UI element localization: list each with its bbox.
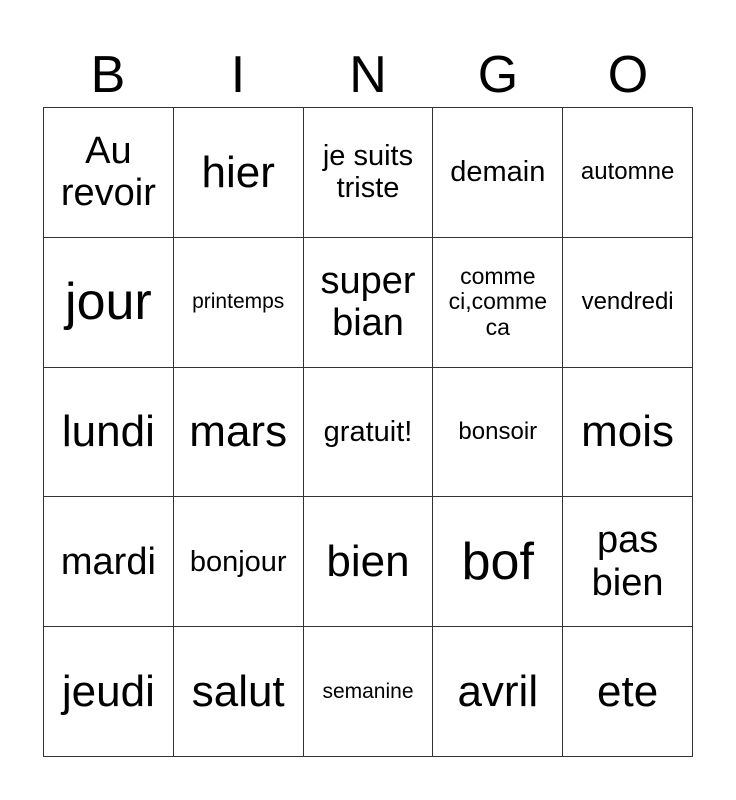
cell-text: ete <box>597 666 659 716</box>
cell-text: hier <box>201 147 275 197</box>
bingo-cell[interactable] <box>563 497 693 627</box>
bingo-cell[interactable] <box>304 108 434 238</box>
cell-text: avril <box>457 666 539 716</box>
cell-text: bonsoir <box>458 417 538 445</box>
cell-text: gratuit! <box>323 415 413 448</box>
bingo-cell[interactable] <box>174 368 304 498</box>
bingo-cell[interactable] <box>433 497 563 627</box>
bingo-cell[interactable] <box>563 368 693 498</box>
bingo-grid <box>43 107 693 757</box>
header-letter-i: I <box>230 46 246 104</box>
cell-text: comme ci,comme ca <box>448 262 547 341</box>
bingo-cell[interactable] <box>174 238 304 368</box>
bingo-cell[interactable] <box>304 627 434 757</box>
cell-text: bof <box>461 532 534 591</box>
header-letter-o: O <box>607 46 649 104</box>
cell-text: demain <box>450 156 546 189</box>
bingo-cell[interactable] <box>433 368 563 498</box>
cell-text: super bian <box>320 259 416 345</box>
cell-text: jour <box>65 273 152 332</box>
header-letter-n: N <box>349 46 387 104</box>
cell-text: mardi <box>60 540 156 583</box>
bingo-cell[interactable] <box>304 368 434 498</box>
bingo-cell[interactable] <box>563 238 693 368</box>
cell-text: bonjour <box>189 545 287 578</box>
cell-text: bien <box>326 537 410 587</box>
cell-text: mois <box>581 407 675 457</box>
bingo-cell[interactable] <box>304 497 434 627</box>
header-letter-g: G <box>477 46 519 104</box>
bingo-cell[interactable] <box>44 497 174 627</box>
bingo-cell[interactable] <box>44 368 174 498</box>
cell-text: semanine <box>322 679 414 703</box>
bingo-cell[interactable] <box>174 108 304 238</box>
cell-text: vendredi <box>581 287 674 315</box>
bingo-header <box>43 45 693 105</box>
cell-text: automne <box>580 157 675 185</box>
bingo-cell[interactable] <box>44 108 174 238</box>
bingo-cell[interactable] <box>174 627 304 757</box>
bingo-cell[interactable] <box>433 108 563 238</box>
bingo-cell[interactable] <box>563 108 693 238</box>
header-letter-b: B <box>90 46 126 104</box>
cell-text: Au revoir <box>60 129 156 215</box>
cell-text: pas bien <box>591 519 664 604</box>
bingo-cell[interactable] <box>304 238 434 368</box>
bingo-cell[interactable] <box>433 238 563 368</box>
bingo-cell[interactable] <box>44 238 174 368</box>
cell-text: salut <box>191 666 285 716</box>
cell-text: jeudi <box>61 666 155 716</box>
bingo-cell[interactable] <box>433 627 563 757</box>
bingo-cell[interactable] <box>174 497 304 627</box>
bingo-cell[interactable] <box>563 627 693 757</box>
cell-text: lundi <box>61 407 155 457</box>
cell-text: je suits triste <box>322 139 414 205</box>
cell-text: printemps <box>192 290 285 314</box>
bingo-cell[interactable] <box>44 627 174 757</box>
cell-text: mars <box>189 407 288 457</box>
